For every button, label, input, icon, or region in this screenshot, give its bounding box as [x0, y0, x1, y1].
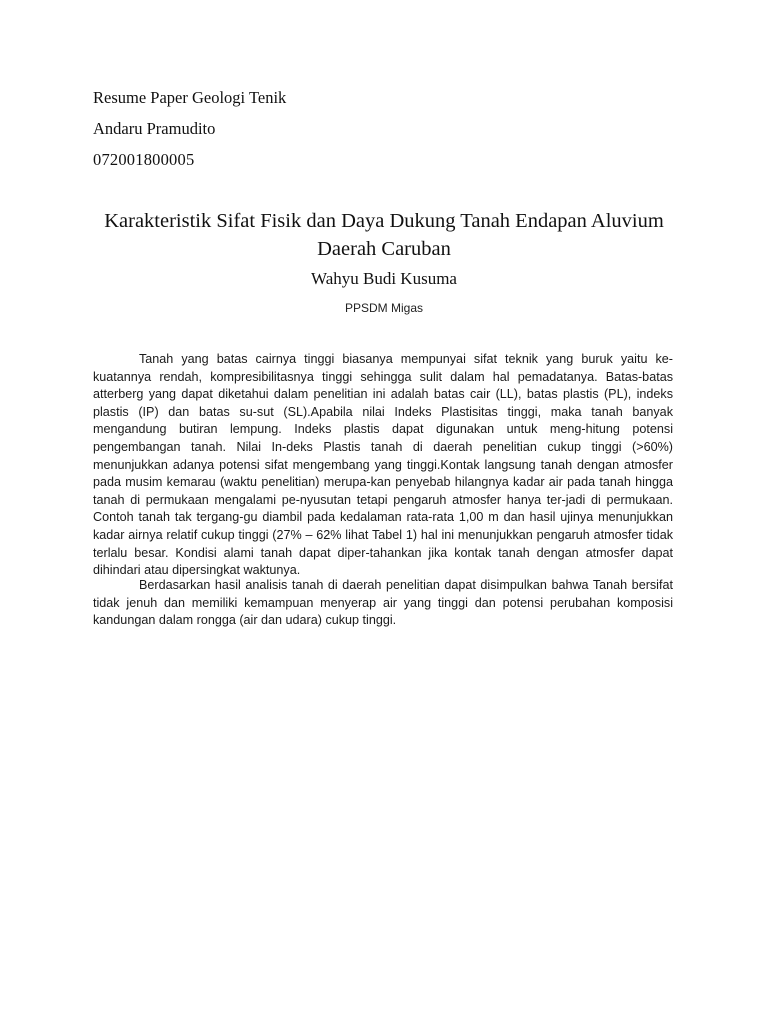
paper-affiliation: PPSDM Migas [344, 301, 424, 315]
student-name: Andaru Pramudito [93, 119, 216, 138]
body-paragraph-2-block [93, 577, 673, 630]
body-paragraph-1-block [93, 351, 673, 580]
body-paragraph: Berdasarkan hasil analisis tanah di daerah penelitian dapat disimpulkan bahwa Tanah bersifat tidak jenuh dan memiliki kemampuan menyerap air yang tinggi dan potensi perubahan komposisi kandungan dalam rongga (air dan udara) cukup tinggi. [93, 578, 673, 628]
body-paragraph: Tanah yang batas cairnya tinggi biasanya mempunyai sifat teknik yang buruk yaitu ke-kuatannya rendah, kompresibilitasnya tinggi sehingga sulit dalam hal pemadatanya. Batas-batas atterberg yang dapat diketahui dalam penelitian ini adalah batas cair (LL), batas plastis (PL), indeks plastis (IP) dan batas su-sut (SL).Apabila nilai Indeks Plastisitas tinggi, maka tanah banyak mengandung butiran lempung. Indeks plastis dapat digunakan untuk meng-hitung potensi pengembangan tanah. Nilai In-deks Plastis tanah di daerah penelitian cukup tinggi (>60%) menunjukkan adanya potensi sifat mengembang yang tinggi.Kontak langsung tanah dengan atmosfer pada musim kemarau (waktu penelitian) merupa-kan penyebab hilangnya kadar air pada tanah hingga tanah di permukaan mengalami pe-nyusutan tetapi pengaruh atmosfer hanya ter-jadi di permukaan. Contoh tanah tak tergang-gu diambil pada kedalaman rata-rata 1,00 m dan hasil ujinya menunjukkan kadar airnya relatif cukup tinggi (27% – 62% lihat Tabel 1) hal ini menunjukkan pengaruh atmosfer tidak terlalu besar. Kondisi alami tanah dapat diper-tahankan jika kontak tanah dengan atmosfer dapat dihindari atau dipersingkat waktunya. [93, 352, 673, 578]
course-title: Resume Paper Geologi Tenik [93, 88, 287, 107]
student-id: 072001800005 [93, 150, 195, 169]
paper-title: Karakteristik Sifat Fisik dan Daya Dukung Tanah Endapan Aluvium Daerah Caruban [104, 210, 664, 260]
paper-author: Wahyu Budi Kusuma [311, 269, 457, 288]
